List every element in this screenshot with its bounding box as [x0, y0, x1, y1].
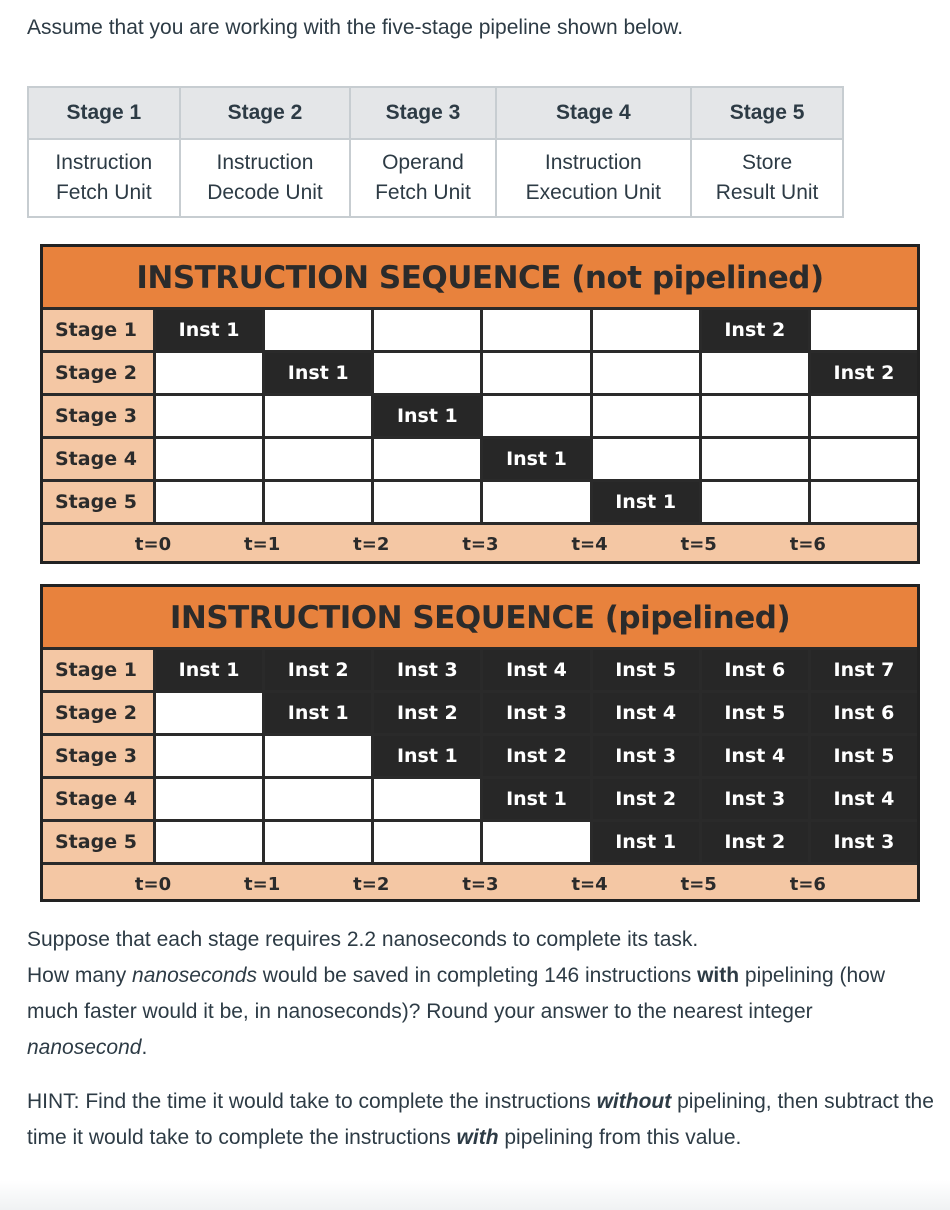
instruction-cell: Inst 2: [702, 822, 808, 862]
description-line: Store: [741, 151, 793, 174]
stage-description-cell: [691, 139, 843, 217]
empty-cell: [265, 779, 371, 819]
intro-text: Assume that you are working with the five-stage pipeline shown below.: [27, 16, 684, 39]
question-strong: with: [697, 964, 740, 987]
time-tick: t=4: [571, 874, 608, 895]
empty-cell: [265, 310, 371, 350]
instruction-cell: Inst 1: [265, 693, 371, 733]
stage-table: [27, 86, 844, 218]
time-tick: t=0: [134, 874, 172, 895]
empty-cell: [265, 439, 371, 479]
instruction-cell: Inst 1: [156, 310, 262, 350]
empty-cell: [156, 396, 262, 436]
question-emphasis: nanosecond: [27, 1036, 142, 1059]
time-tick: t=2: [353, 874, 390, 895]
empty-cell: [265, 822, 371, 862]
empty-cell: [702, 396, 808, 436]
timeline: [43, 865, 917, 905]
hint-strong: [457, 1126, 499, 1149]
hint-text: HINT: Find the time it would take to complete the instructions: [27, 1090, 597, 1113]
empty-cell: [156, 353, 262, 393]
time-tick: t=6: [789, 534, 826, 555]
instruction-cell: Inst 4: [593, 693, 699, 733]
time-tick: t=2: [353, 534, 390, 555]
timeline: [43, 525, 917, 565]
instruction-cell: Inst 4: [702, 736, 808, 776]
time-tick: t=3: [462, 534, 499, 555]
instruction-cell: Inst 1: [374, 736, 480, 776]
empty-cell: [374, 353, 480, 393]
diagram-title: INSTRUCTION SEQUENCE (pipelined): [43, 587, 917, 647]
empty-cell: [156, 693, 262, 733]
empty-cell: [593, 439, 699, 479]
empty-cell: [483, 822, 589, 862]
stage-row-label: Stage 5: [43, 822, 153, 862]
instruction-cell: Inst 4: [811, 779, 917, 819]
diagram-pipelined: [40, 584, 920, 902]
hint-text: pipelining, then subtract the time it would take to complete the instructions: [27, 1090, 934, 1149]
instruction-cell: Inst 2: [483, 736, 589, 776]
instruction-cell: Inst 1: [483, 779, 589, 819]
description-line: Result Unit: [715, 181, 819, 204]
instruction-cell: Inst 3: [702, 779, 808, 819]
bottom-fade: [0, 1180, 950, 1210]
stage-header: Stage 1: [28, 87, 180, 139]
stage-header: Stage 3: [350, 87, 495, 139]
stage-header: Stage 2: [180, 87, 351, 139]
description-line: Operand: [382, 151, 464, 174]
empty-cell: [374, 822, 480, 862]
time-tick: t=0: [134, 534, 172, 555]
stage-table-header-row: [28, 87, 843, 139]
empty-cell: [483, 482, 589, 522]
empty-cell: [593, 396, 699, 436]
empty-cell: [374, 310, 480, 350]
empty-cell: [483, 353, 589, 393]
hint-text: pipelining from this value.: [498, 1126, 742, 1149]
stage-grid: [43, 307, 917, 525]
instruction-cell: Inst 2: [702, 310, 808, 350]
instruction-cell: Inst 1: [374, 396, 480, 436]
stage-row-label: Stage 2: [43, 693, 153, 733]
description-line: Fetch Unit: [55, 181, 152, 204]
hint-paragraph: [27, 1084, 937, 1156]
description-line: Instruction: [216, 151, 314, 174]
stage-description-cell: [350, 139, 495, 217]
hint-strong: [597, 1090, 672, 1113]
instruction-cell: Inst 1: [593, 822, 699, 862]
instruction-cell: Inst 3: [811, 822, 917, 862]
instruction-cell: Inst 1: [593, 482, 699, 522]
stage-row-label: Stage 1: [43, 310, 153, 350]
instruction-cell: Inst 3: [374, 650, 480, 690]
time-tick: t=5: [680, 534, 717, 555]
instruction-cell: Inst 2: [265, 650, 371, 690]
stage-description-row: [28, 139, 843, 217]
empty-cell: [483, 310, 589, 350]
stage-row-label: Stage 2: [43, 353, 153, 393]
empty-cell: [265, 482, 371, 522]
empty-cell: [265, 736, 371, 776]
empty-cell: [265, 396, 371, 436]
empty-cell: [593, 353, 699, 393]
hint-emphasis: without: [596, 1090, 672, 1113]
stage-grid: [43, 647, 917, 865]
empty-cell: [156, 439, 262, 479]
description-line: Decode Unit: [207, 181, 323, 204]
stage-description-cell: [180, 139, 351, 217]
diagram-title: INSTRUCTION SEQUENCE (not pipelined): [43, 247, 917, 307]
empty-cell: [811, 396, 917, 436]
description-line: Execution Unit: [525, 181, 662, 204]
time-tick: t=4: [571, 534, 608, 555]
time-tick: t=6: [789, 874, 826, 895]
empty-cell: [374, 779, 480, 819]
description-line: Fetch Unit: [375, 181, 471, 204]
empty-cell: [156, 736, 262, 776]
instruction-cell: Inst 2: [374, 693, 480, 733]
description-line: Instruction: [55, 151, 153, 174]
instruction-cell: Inst 5: [593, 650, 699, 690]
empty-cell: [702, 353, 808, 393]
stage-description-cell: [496, 139, 692, 217]
time-tick: t=1: [244, 874, 281, 895]
question-paragraph: [27, 922, 937, 1066]
instruction-cell: Inst 2: [811, 353, 917, 393]
instruction-cell: Inst 5: [702, 693, 808, 733]
instruction-cell: Inst 1: [156, 650, 262, 690]
question-text: .: [141, 1036, 148, 1059]
hint-emphasis: with: [456, 1126, 499, 1149]
instruction-cell: Inst 2: [593, 779, 699, 819]
time-tick: t=3: [462, 874, 499, 895]
stage-row-label: Stage 4: [43, 439, 153, 479]
question-text: How many: [27, 964, 133, 987]
empty-cell: [156, 779, 262, 819]
stage-header: Stage 4: [496, 87, 692, 139]
instruction-cell: Inst 4: [483, 650, 589, 690]
empty-cell: [593, 310, 699, 350]
empty-cell: [374, 439, 480, 479]
question-emphasis: nanoseconds: [132, 964, 257, 987]
stage-header: Stage 5: [691, 87, 843, 139]
instruction-cell: Inst 6: [811, 693, 917, 733]
empty-cell: [811, 439, 917, 479]
empty-cell: [702, 482, 808, 522]
stage-row-label: Stage 1: [43, 650, 153, 690]
description-line: Instruction: [544, 151, 642, 174]
question-text: pipelining (how much faster would it be, in nanoseconds)? Round your answer to the nearest integer: [27, 964, 885, 1023]
instruction-cell: Inst 1: [483, 439, 589, 479]
instruction-cell: Inst 7: [811, 650, 917, 690]
question-line: Suppose that each stage requires 2.2 nanoseconds to complete its task.: [27, 928, 699, 951]
instruction-cell: Inst 1: [265, 353, 371, 393]
stage-row-label: Stage 3: [43, 396, 153, 436]
empty-cell: [374, 482, 480, 522]
empty-cell: [702, 439, 808, 479]
empty-cell: [811, 310, 917, 350]
empty-cell: [483, 396, 589, 436]
empty-cell: [811, 482, 917, 522]
stage-row-label: Stage 4: [43, 779, 153, 819]
stage-row-label: Stage 3: [43, 736, 153, 776]
question-text: would be saved in completing 146 instructions: [256, 964, 698, 987]
instruction-cell: Inst 3: [593, 736, 699, 776]
stage-description-cell: [28, 139, 180, 217]
time-tick: t=5: [680, 874, 717, 895]
instruction-cell: Inst 5: [811, 736, 917, 776]
instruction-cell: Inst 3: [483, 693, 589, 733]
empty-cell: [156, 822, 262, 862]
stage-row-label: Stage 5: [43, 482, 153, 522]
instruction-cell: Inst 6: [702, 650, 808, 690]
empty-cell: [156, 482, 262, 522]
diagram-not-pipelined: [40, 244, 920, 564]
time-tick: t=1: [244, 534, 281, 555]
